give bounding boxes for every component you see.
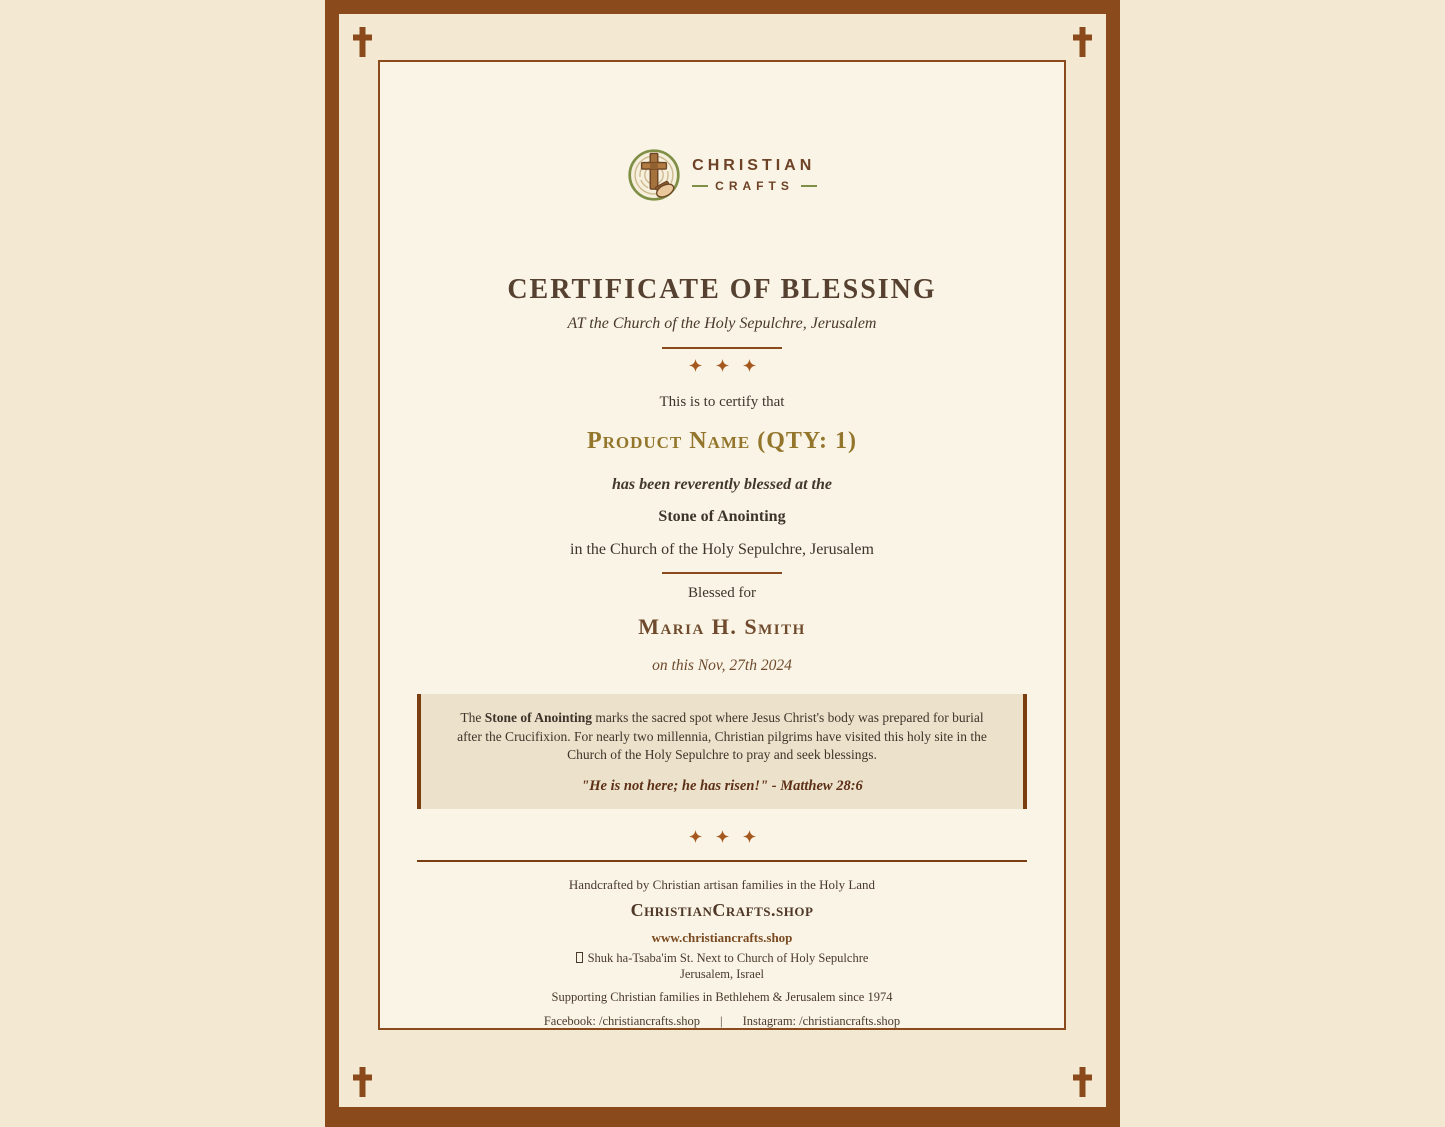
church-line: in the Church of the Holy Sepulchre, Jerusalem [570, 541, 874, 558]
blessing-date: on this Nov, 27th 2024 [652, 657, 792, 674]
cross-icon [1073, 1067, 1092, 1097]
brand-name-bottom: CRAFTS [715, 179, 794, 193]
instagram-handle: Instagram: /christiancrafts.shop [742, 1013, 901, 1028]
map-pin-icon [576, 952, 583, 963]
social-line [380, 1014, 1064, 1029]
brand-logo [380, 148, 1064, 202]
address-line-2: Jerusalem, Israel [680, 966, 764, 981]
scripture-quote: "He is not here; he has risen!" - Matthew 28:6 [581, 777, 863, 794]
certificate-page [325, 0, 1120, 1127]
star-ornament-row [380, 830, 1064, 843]
four-point-star-icon [689, 830, 702, 843]
brand-name-top: CHRISTIAN [692, 157, 816, 174]
divider-line [662, 572, 782, 574]
footer-divider [417, 860, 1027, 862]
info-text-bold: Stone of Anointing [484, 710, 593, 725]
cross-icon [1073, 27, 1092, 57]
certify-line: This is to certify that [659, 394, 785, 410]
cross-icon [353, 1067, 372, 1097]
dash-ornament [692, 185, 708, 187]
certificate-title: CERTIFICATE OF BLESSING [507, 274, 937, 305]
supporting-line: Supporting Christian families in Bethlehem & Jerusalem since 1974 [551, 989, 893, 1004]
four-point-star-icon [743, 359, 756, 372]
four-point-star-icon [689, 359, 702, 372]
blessed-for-label: Blessed for [688, 585, 756, 601]
cross-icon [353, 27, 372, 57]
info-text: The Stone of Anointing marks the sacred spot where Jesus Christ's body was prepared for burial after the Crucifixion. For nearly two millennia, Christian pilgrims have visited this holy site in the Church of the Holy Sepulchre to pray and seek blessings. [457, 710, 987, 763]
four-point-star-icon [716, 359, 729, 372]
stone-of-anointing-line: Stone of Anointing [658, 508, 786, 525]
star-ornament-row [380, 359, 1064, 372]
info-box [417, 694, 1027, 809]
certificate-panel [378, 60, 1066, 1030]
divider-line [662, 347, 782, 349]
recipient-name: Maria H. Smith [638, 614, 806, 639]
footer-brand: ChristianCrafts.shop [630, 899, 814, 920]
website-url: www.christiancrafts.shop [651, 929, 793, 945]
handcrafted-line: Handcrafted by Christian artisan families in the Holy Land [568, 876, 876, 892]
certificate-subtitle: AT the Church of the Holy Sepulchre, Jerusalem [567, 315, 877, 332]
four-point-star-icon [743, 830, 756, 843]
facebook-handle: Facebook: /christiancrafts.shop [543, 1013, 701, 1028]
blessed-line: has been reverently blessed at the [612, 476, 832, 493]
dash-ornament [801, 185, 817, 187]
product-name: Product Name (QTY: 1) [586, 428, 858, 454]
cross-in-wood-rings-with-hand-icon [627, 148, 681, 202]
address-line-1: Shuk ha-Tsaba'im St. Next to Church of Holy Sepulchre [380, 951, 1064, 966]
brand-wordmark [692, 157, 817, 193]
four-point-star-icon [716, 830, 729, 843]
separator-pipe: | [720, 1013, 723, 1028]
